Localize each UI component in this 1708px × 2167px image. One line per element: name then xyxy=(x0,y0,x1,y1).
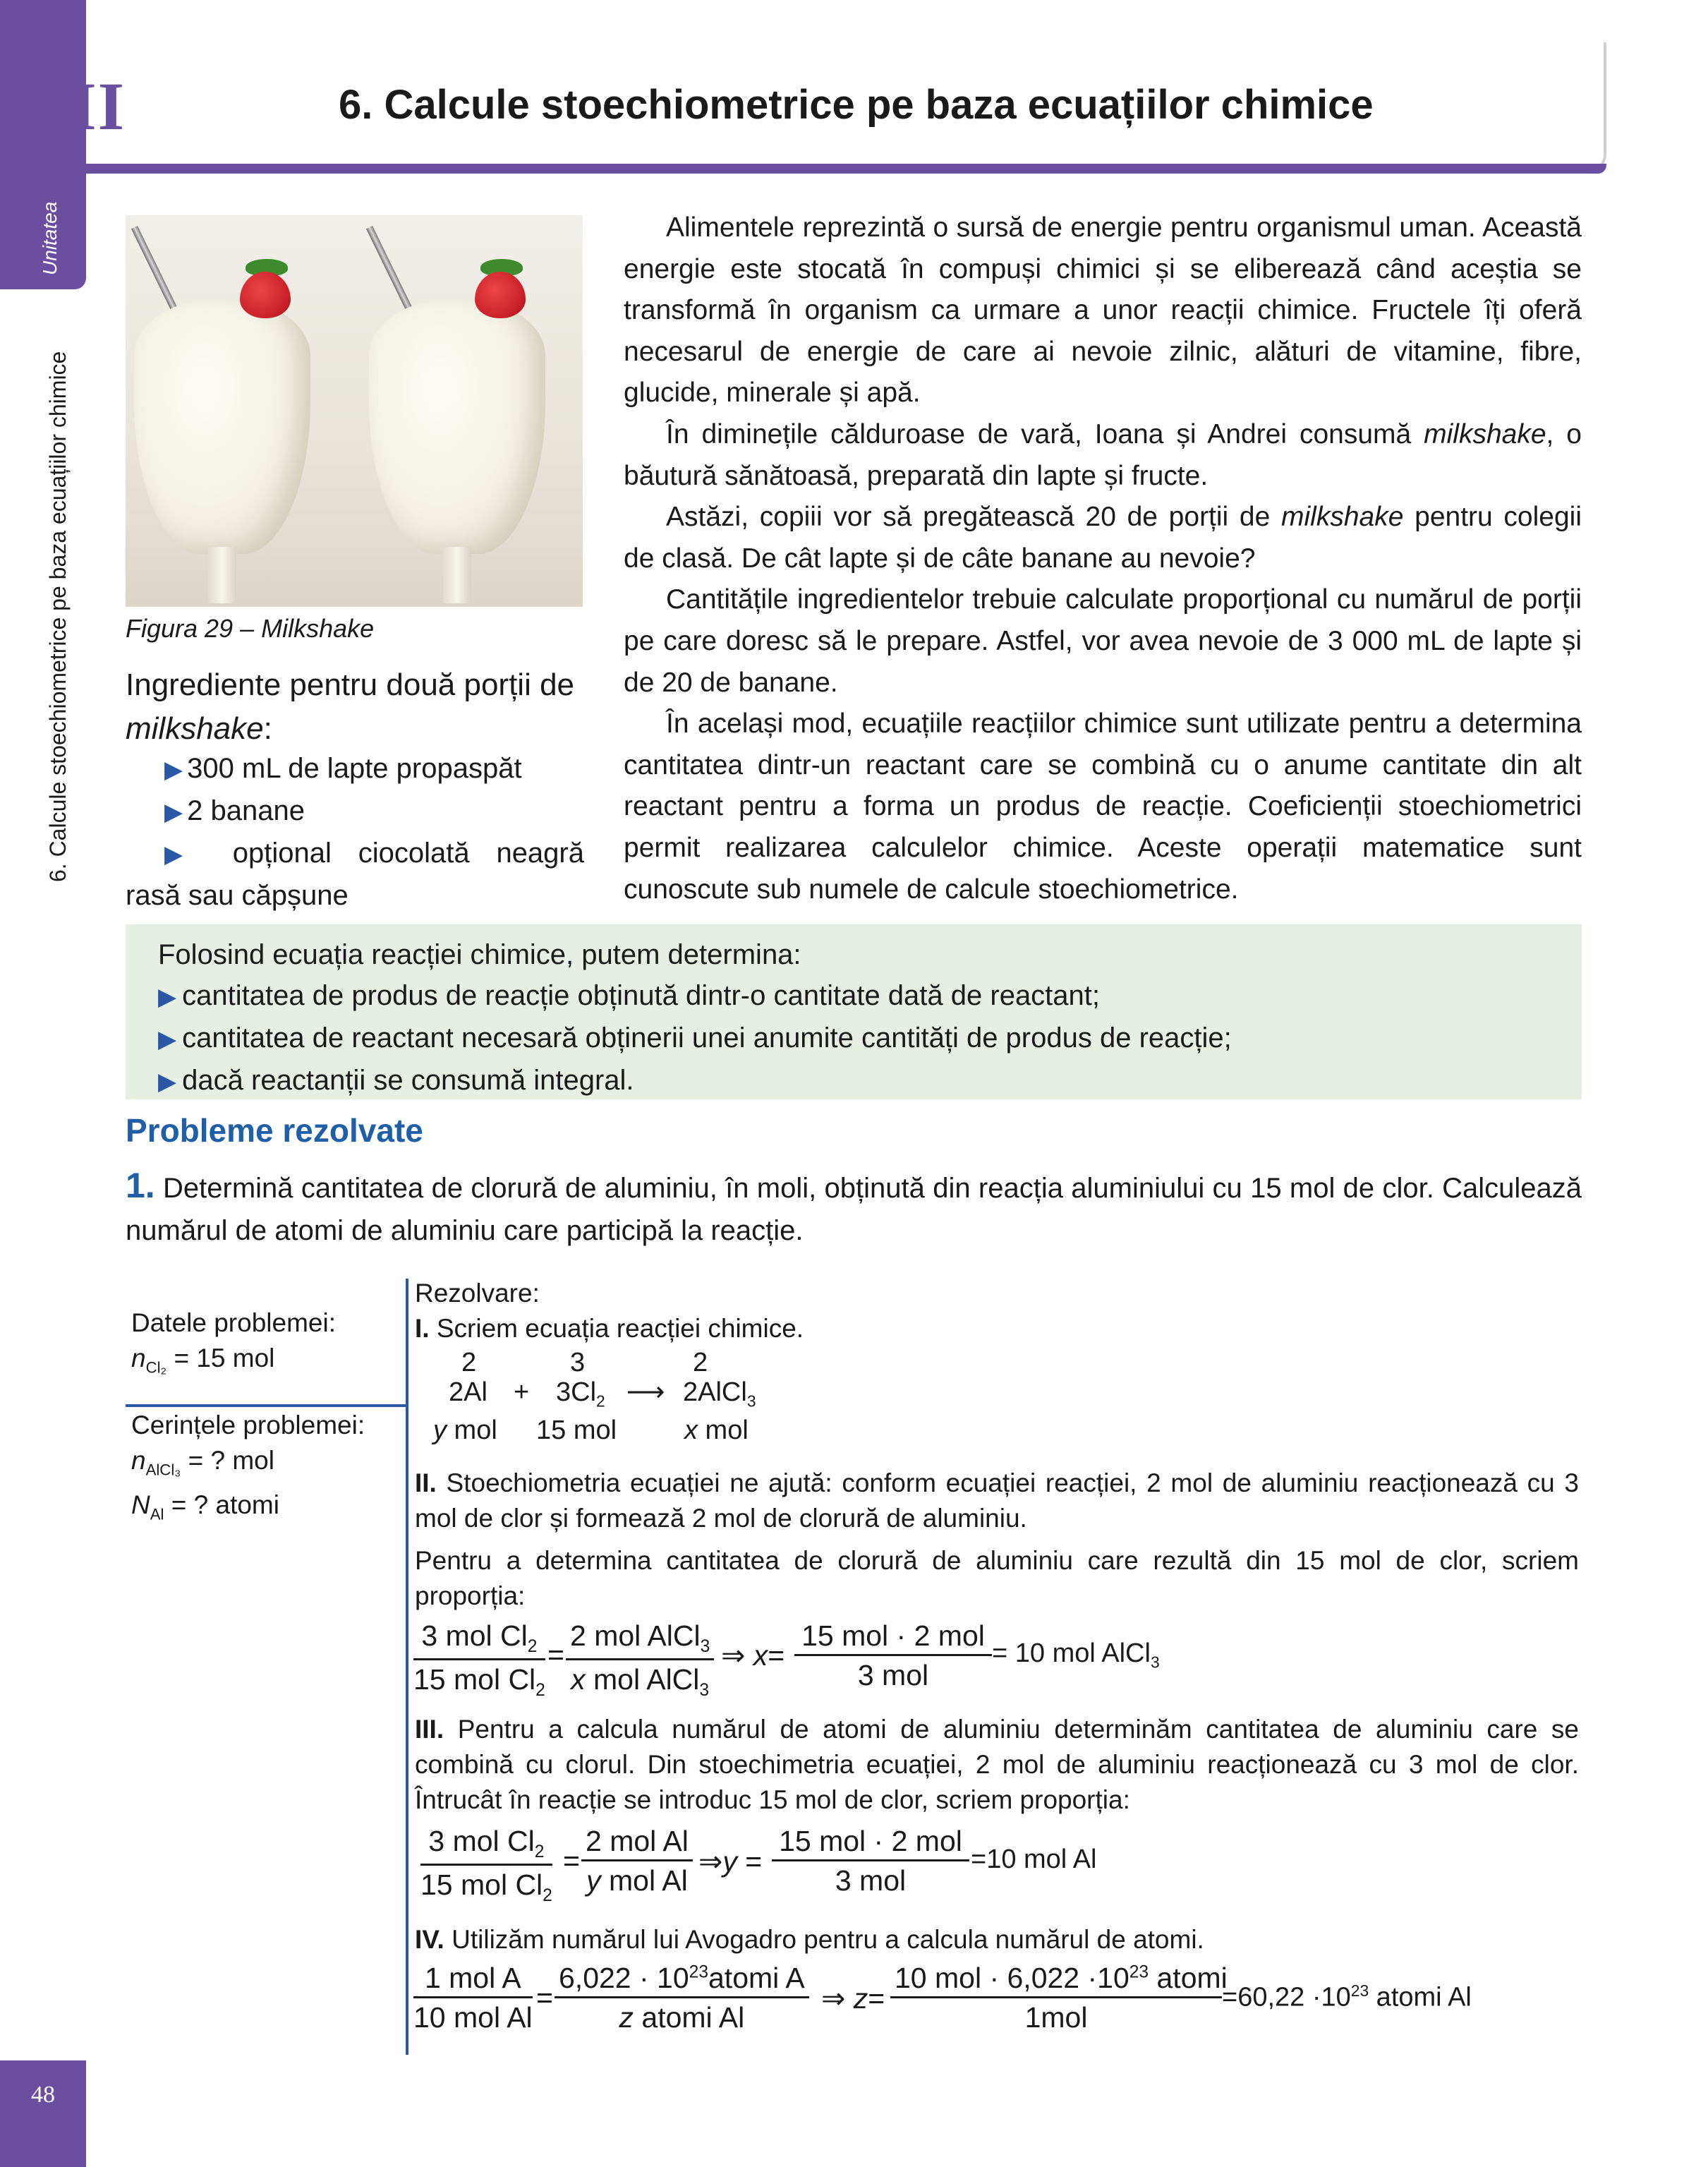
list-item: ▶ opțional ciocolată neagră xyxy=(164,838,584,869)
bullet-triangle-icon: ▶ xyxy=(164,841,202,868)
fraction: $6,022 \cdot 10^{23}atomi$ A z atomi Al xyxy=(555,1962,809,2034)
list-item: ▶ 300 mL de lapte propaspăt xyxy=(164,753,522,784)
list-item: ▶ cantitatea de reactant necesară obținerii unei anumite cantități de produs de reacție; xyxy=(158,1022,1232,1054)
paragraph: În același mod, ecuațiile reacțiilor chimice sunt utilizate pentru a determina cantitatea dintr-un reactant care se combină cu o anume cantitate din alt reactant pentru a forma un produs de reacție. Coeficienții stoechiometrici permit realizarea calculelor chimice. Aceste operații matematice sunt cunoscute sub numele de calcule stoechiometrice. xyxy=(624,708,1582,905)
equals-sign: = xyxy=(536,1981,553,2014)
step-4: IV. Utilizăm numărul lui Avogadro pentru a calcula numărul de atomi. xyxy=(415,1925,1204,1954)
problem-statement: 1. Determină cantitatea de clorură de aluminiu, în moli, obținută din reacția aluminiului cu 15 mol de clor. Calculează numărul de atomi de aluminiu care participă la reacție. xyxy=(126,1166,1582,1246)
list-item: ▶ cantitatea de produs de reacție obținută dintr-o cantitate dată de reactant; xyxy=(158,980,1101,1011)
divider-vertical xyxy=(406,1279,408,2055)
step-2: II. Stoechiometria ecuației ne ajută: conform ecuației reacției, 2 mol de aluminiu reacționează cu 3 mol de clor și formează 2 mol de clorură de aluminiu. xyxy=(415,1468,1580,1533)
reaction-equation: 2 3 2 2Al + $3Cl_2$ ⟶ 2AlCl$_3$ y mol 15 mol x mol xyxy=(433,1348,756,1445)
fraction: 3 mol $Cl_2$ 15 mol $Cl_2$ xyxy=(413,1619,545,1701)
fraction: 3 mol $Cl_2$ 15 mol $Cl_2$ xyxy=(420,1825,552,1906)
milkshake-figure xyxy=(126,215,583,607)
step-3: III. Pentru a calcula numărul de atomi de aluminiu determinăm cantitatea de aluminiu care se combină cu clorul. Din stoechimetria ecuației, 2 mol de aluminiu reacționează cu 3 mol de clor. Întrucât în reacție se introduc 15 mol de clor, scriem proporția: xyxy=(415,1715,1579,1814)
side-chapter-title: 6. Calcule stoechiometrice pe baza ecuațiilor chimice xyxy=(45,351,71,882)
fraction: 1 mol A 10 mol Al xyxy=(413,1962,533,2034)
unit-tab-label: Unitatea xyxy=(39,201,61,275)
given-data: Datele problemei: $n_{Cl_2} = 15$ mol xyxy=(131,1308,336,1377)
fraction: 2 mol Al y mol Al xyxy=(581,1825,693,1897)
list-item-continuation: rasă sau căpșune xyxy=(126,880,349,911)
fraction: 2 mol AlCl$_3$ x mol AlCl$_3$ xyxy=(566,1619,714,1701)
page-number-tab xyxy=(0,2060,86,2167)
header-bar xyxy=(86,164,1606,174)
paragraph: Astăzi, copiii vor să pregătească 20 de porții de milkshake pentru colegii de clasă. De cât lapte și de câte banane au nevoie? xyxy=(624,502,1582,574)
divider xyxy=(126,1404,406,1407)
unit-numeral: III xyxy=(42,68,126,144)
step-2-proportion-intro: Pentru a determina cantitatea de clorură de aluminiu care rezultă din 15 mol de clor, scriem proporția: xyxy=(415,1546,1579,1610)
paragraph: Alimentele reprezintă o sursă de energie pentru organismul uman. Această energie este stocată în compuși chimici și se eliberează când aceștia se transformă în organism ca urmare a unor reacții chimice. Fructele îți oferă necesarul de energie de care ai nevoie zilnic, alături de vitamine, fibre, glucide, minerale și apă. xyxy=(624,212,1582,409)
paragraph: Cantitățile ingredientelor trebuie calculate proporțional cu numărul de porții pe care doresc să le prepare. Astfel, vor avea nevoie de 3 000 mL de lapte și de 20 de banane. xyxy=(624,584,1582,698)
fraction: 15 mol · 2 mol 3 mol xyxy=(794,1619,992,1692)
bullet-triangle-icon: ▶ xyxy=(158,984,177,1010)
fraction: 15 mol · 2 mol 3 mol xyxy=(772,1825,969,1897)
paragraph: În diminețile călduroase de vară, Ioana și Andrei consumă milkshake, o băutură sănătoasă, preparată din lapte și fructe. xyxy=(624,418,1582,491)
implies-arrow: ⇒y = xyxy=(698,1845,763,1878)
page-number: 48 xyxy=(31,2082,55,2108)
ingredients-list xyxy=(126,748,584,916)
key-points-lead: Folosind ecuația reacției chimice, putem determina: xyxy=(158,939,801,970)
bullet-triangle-icon: ▶ xyxy=(158,1026,177,1053)
result: =10 mol Al xyxy=(971,1845,1097,1874)
requirements: Cerințele problemei: $n_{AlCl_3}$ = ? mol $N_{Al}$ = ? atomi xyxy=(131,1411,365,1523)
section-heading: Probleme rezolvate xyxy=(126,1112,423,1149)
implies-arrow: ⇒ z= xyxy=(821,1982,885,2015)
fraction: 10 mol · $6,022 \cdot 10^{23}$ atomi 1mol xyxy=(890,1962,1222,2034)
step-1: I. Scriem ecuația reacției chimice. xyxy=(415,1314,804,1343)
equals-sign: = xyxy=(563,1845,580,1877)
equals-sign: = xyxy=(547,1638,564,1671)
bullet-triangle-icon: ▶ xyxy=(164,799,183,826)
page-title: 6. Calcule stoechiometrice pe baza ecuațiilor chimice xyxy=(339,82,1374,128)
ingredients-title: Ingrediente pentru două porții de milkshake: xyxy=(126,668,575,746)
result: $=60,22 \cdot 10^{23}$ atomi Al xyxy=(1222,1981,1472,2012)
figure-caption: Figura 29 – Milkshake xyxy=(126,614,375,643)
list-item: ▶ 2 banane xyxy=(164,795,305,826)
bullet-triangle-icon: ▶ xyxy=(164,756,183,783)
key-points-box xyxy=(126,924,1582,1099)
implies-arrow: ⇒ x= xyxy=(721,1639,785,1672)
intro-text xyxy=(624,207,1582,910)
list-item: ▶ dacă reactanții se consumă integral. xyxy=(158,1065,634,1096)
result: = 10 mol AlCl$_3$ xyxy=(992,1638,1160,1672)
solution-label: Rezolvare: xyxy=(415,1279,540,1308)
bullet-triangle-icon: ▶ xyxy=(158,1068,177,1095)
